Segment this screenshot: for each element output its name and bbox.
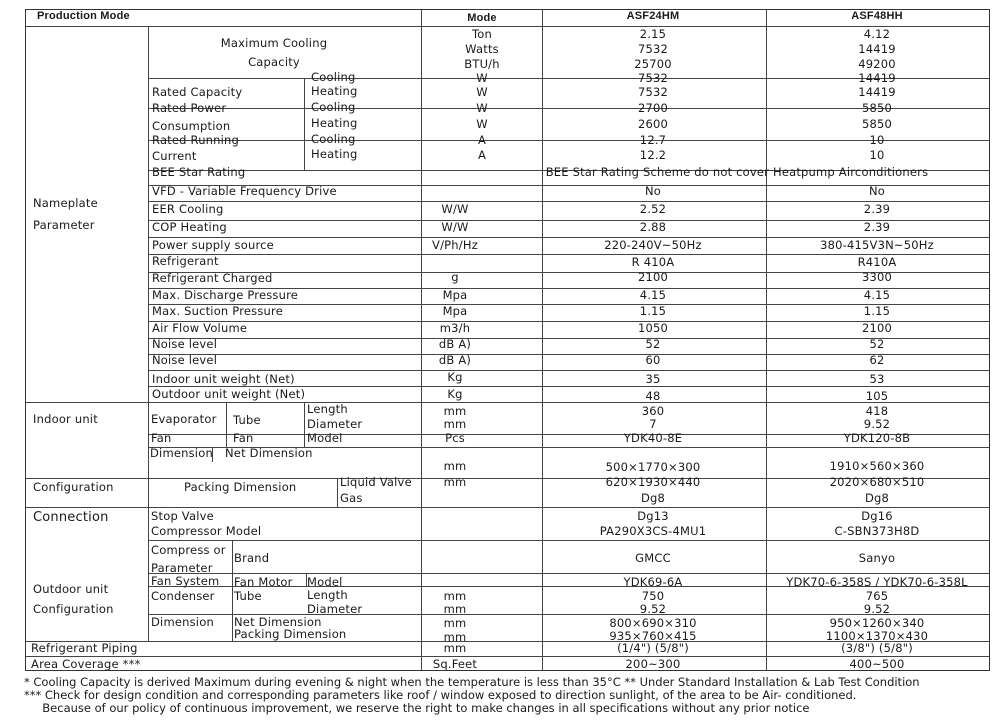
row-label: Refrigerant <box>152 254 219 268</box>
value-cell: 4.12 <box>863 27 891 41</box>
row-label: COP Heating <box>152 220 227 234</box>
unit-cell: V/Ph/Hz <box>432 238 478 252</box>
row-label: Max. Suction Pressure <box>152 304 283 318</box>
value-cell: 2100 <box>637 270 669 284</box>
unit-cell: mm <box>443 602 467 616</box>
footnotes <box>24 676 920 715</box>
unit-cell: mm <box>443 404 467 418</box>
value-cell: 380-415V3N~50Hz <box>820 238 934 252</box>
area-coverage-label: Area Coverage *** <box>31 657 141 671</box>
value-cell: 25700 <box>634 57 672 71</box>
value-cell: 5850 <box>861 117 893 131</box>
rated-power-label-2: Consumption <box>152 119 231 133</box>
unit-cell: Watts <box>465 42 499 56</box>
footnote-1: * Cooling Capacity is derived Maximum during evening & night when the temperature is less than 35°C ** Under Standard Installation & Lab Test Condition <box>24 675 920 689</box>
unit-cell: mm <box>443 589 467 603</box>
value-cell: 105 <box>865 389 889 403</box>
unit-cell: Pcs <box>445 431 465 445</box>
value-cell: 7532 <box>637 42 669 56</box>
value-cell: 750 <box>641 589 665 603</box>
parameter-label: Parameter <box>33 218 95 232</box>
value-cell: 2100 <box>861 321 893 335</box>
row-label: Indoor unit weight (Net) <box>152 372 295 386</box>
value-cell: GMCC <box>635 551 671 565</box>
unit-cell: BTU/h <box>464 57 500 71</box>
value-cell: 360 <box>641 404 665 418</box>
unit-cell: W <box>476 101 488 115</box>
value-cell: No <box>868 184 886 198</box>
value-cell: 935×760×415 <box>609 629 697 643</box>
value-cell: R410A <box>857 255 897 269</box>
cooling-label: Cooling <box>311 100 356 114</box>
row-label: VFD - Variable Frequency Drive <box>152 184 337 198</box>
value-cell: 4.15 <box>863 288 891 302</box>
compress-param-label-2: Parameter <box>151 561 213 575</box>
value-cell: 52 <box>869 337 885 351</box>
indoor-unit-label: Indoor unit <box>33 412 98 426</box>
value-cell: 2.39 <box>863 220 891 234</box>
configuration-label: Configuration <box>33 480 114 494</box>
value-cell: Sanyo <box>858 551 896 565</box>
net-dimension-label: Net Dimension <box>225 446 313 460</box>
row-label: Refrigerant Charged <box>152 271 273 285</box>
value-cell: 62 <box>869 353 885 367</box>
outdoor-unit-label: Outdoor unit <box>33 582 109 596</box>
value-cell: 7532 <box>637 71 669 85</box>
compressor-model-label: Compressor Model <box>151 524 262 538</box>
fan-label: Fan <box>151 431 172 445</box>
value-cell: 5850 <box>861 101 893 115</box>
row-label: EER Cooling <box>152 202 224 216</box>
value-cell: 12.2 <box>639 148 667 162</box>
production-mode-header: Production Mode <box>37 10 130 22</box>
value-cell: 14419 <box>858 42 896 56</box>
tube-label: Tube <box>233 413 261 427</box>
connection-label: Connection <box>33 510 109 525</box>
unit-cell: W <box>476 71 488 85</box>
net-dimension-label: Net Dimension <box>234 615 322 629</box>
value-cell: 2600 <box>637 117 669 131</box>
value-cell: 800×690×310 <box>609 616 697 630</box>
row-label: Max. Discharge Pressure <box>152 288 299 302</box>
value-cell: PA290X3CS-4MU1 <box>599 524 707 538</box>
unit-cell: mm <box>443 475 467 489</box>
unit-cell: dB A) <box>438 337 472 351</box>
unit-cell: W/W <box>441 202 469 216</box>
value-cell: YDK69-6A <box>623 575 683 589</box>
unit-cell: Kg <box>447 387 463 401</box>
unit-cell: W <box>476 117 488 131</box>
max-cooling-label-2: Capacity <box>248 55 300 69</box>
model-label: Model <box>307 575 343 589</box>
value-cell: 400~500 <box>849 657 905 671</box>
value-cell: 3300 <box>861 270 893 284</box>
rated-capacity-label: Rated Capacity <box>152 85 243 99</box>
heating-label: Heating <box>311 84 358 98</box>
value-cell: No <box>644 184 662 198</box>
unit-cell: A <box>477 133 487 147</box>
model-label: Model <box>307 431 343 445</box>
model-b-header: ASF48HH <box>851 10 903 22</box>
value-cell: YDK70-6-358S / YDK70-6-358L <box>786 575 968 589</box>
packing-dimension-label: Packing Dimension <box>184 480 297 494</box>
value-cell: 418 <box>865 404 889 418</box>
value-cell: 1.15 <box>639 304 667 318</box>
packing-dimension-label: Packing Dimension <box>234 627 347 641</box>
heating-label: Heating <box>311 116 358 130</box>
value-cell: 2.15 <box>639 27 667 41</box>
value-cell: 500×1770×300 <box>605 460 701 474</box>
value-cell: 9.52 <box>863 417 891 431</box>
heating-label: Heating <box>311 147 358 161</box>
value-cell: 7 <box>649 417 657 431</box>
max-cooling-label: Maximum Cooling <box>220 36 328 50</box>
unit-cell: Kg <box>447 370 463 384</box>
value-cell: 14419 <box>858 85 896 99</box>
dimension-label: Dimension <box>151 615 214 629</box>
refrigerant-piping-label: Refrigerant Piping <box>31 641 138 655</box>
value-cell: Dg8 <box>640 491 666 505</box>
value-cell: 1910×560×360 <box>829 459 925 473</box>
bee-value: BEE Star Rating Scheme do not cover Heatpump Airconditioners <box>545 165 929 179</box>
footnote-3: Because of our policy of continuous improvement, we reserve the right to make changes in all specifications without any prior notice <box>24 701 810 715</box>
unit-cell: g <box>451 270 459 284</box>
row-label: Noise level <box>152 337 218 351</box>
model-a-header: ASF24HM <box>626 10 680 22</box>
row-label: Noise level <box>152 353 218 367</box>
unit-cell: Sq.Feet <box>432 657 478 671</box>
unit-cell: mm <box>443 417 467 431</box>
fan-label-2: Fan <box>233 431 254 445</box>
value-cell: R 410A <box>631 255 675 269</box>
bee-label: BEE Star Rating <box>152 165 246 179</box>
value-cell: 52 <box>645 337 661 351</box>
unit-cell: A <box>477 148 487 162</box>
row-label: Outdoor unit weight (Net) <box>152 387 306 401</box>
rated-current-label-2: Current <box>152 149 197 163</box>
value-cell: 2.88 <box>639 220 667 234</box>
value-cell: Dg13 <box>637 509 669 523</box>
value-cell: 200~300 <box>625 657 681 671</box>
length-label: Length <box>307 588 348 602</box>
value-cell: 1050 <box>637 321 669 335</box>
value-cell: 2.52 <box>639 202 667 216</box>
value-cell: 220-240V~50Hz <box>604 238 702 252</box>
value-cell: 12.7 <box>639 133 667 147</box>
unit-cell: dB A) <box>438 353 472 367</box>
length-label: Length <box>307 402 348 416</box>
brand-label: Brand <box>234 551 270 565</box>
fan-motor-label: Fan Motor <box>234 575 293 589</box>
value-cell: 765 <box>865 589 889 603</box>
unit-cell: mm <box>443 616 467 630</box>
value-cell: 48 <box>645 389 661 403</box>
unit-cell: Mpa <box>442 304 468 318</box>
value-cell: 1.15 <box>863 304 891 318</box>
cooling-label: Cooling <box>311 132 356 146</box>
value-cell: (3/8") (5/8") <box>841 641 913 655</box>
row-label: Power supply source <box>152 238 274 252</box>
unit-cell: mm <box>443 641 467 655</box>
value-cell: 2020×680×510 <box>829 475 925 489</box>
value-cell: YDK40-8E <box>623 431 683 445</box>
cooling-label: Cooling <box>311 70 356 84</box>
value-cell: 53 <box>869 372 885 386</box>
unit-cell: mm <box>443 459 467 473</box>
gas-label: Gas <box>340 491 363 505</box>
diameter-label: Diameter <box>307 417 363 431</box>
value-cell: 4.15 <box>639 288 667 302</box>
mode-header: Mode <box>467 12 497 24</box>
unit-cell: Ton <box>472 27 492 41</box>
diameter-label: Diameter <box>307 602 363 616</box>
value-cell: 14419 <box>858 71 896 85</box>
condenser-label: Condenser <box>151 589 215 603</box>
value-cell: 9.52 <box>639 602 667 616</box>
row-label: Air Flow Volume <box>152 321 248 335</box>
value-cell: 620×1930×440 <box>605 475 701 489</box>
value-cell: 1100×1370×430 <box>825 629 929 643</box>
value-cell: 7532 <box>637 85 669 99</box>
value-cell: 10 <box>869 133 885 147</box>
footnote-2: *** Check for design condition and corresponding parameters like roof / window exposed to direction sunlight, of the area to be Air- conditioned. <box>24 688 857 702</box>
value-cell: (1/4") (5/8") <box>617 641 689 655</box>
value-cell: 2.39 <box>863 202 891 216</box>
value-cell: 35 <box>645 372 661 386</box>
value-cell: YDK120-8B <box>843 431 911 445</box>
unit-cell: Mpa <box>442 288 468 302</box>
value-cell: Dg16 <box>861 509 893 523</box>
value-cell: 49200 <box>858 57 896 71</box>
nameplate-label: Nameplate <box>33 196 98 210</box>
dimension-label: Dimension <box>150 446 213 460</box>
unit-cell: W <box>476 85 488 99</box>
unit-cell: m3/h <box>439 321 471 335</box>
value-cell: 60 <box>645 353 661 367</box>
value-cell: 9.52 <box>863 602 891 616</box>
value-cell: 10 <box>869 148 885 162</box>
unit-cell: W/W <box>441 220 469 234</box>
evaporator-label: Evaporator <box>151 412 217 426</box>
outdoor-configuration-label: Configuration <box>33 602 114 616</box>
compress-param-label: Compress or <box>151 543 226 557</box>
rated-current-label: Rated Running <box>152 133 240 147</box>
rated-power-label: Rated Power <box>152 101 227 115</box>
liquid-valve-label: Liquid Valve <box>340 475 412 489</box>
value-cell: Dg8 <box>864 491 890 505</box>
tube-label: Tube <box>234 589 262 603</box>
value-cell: 2700 <box>637 101 669 115</box>
value-cell: C-SBN373H8D <box>834 524 920 538</box>
value-cell: 950×1260×340 <box>829 616 925 630</box>
unit-cell: mm <box>443 630 467 644</box>
fan-system-label: Fan System <box>151 574 220 588</box>
stop-valve-label: Stop Valve <box>151 509 214 523</box>
